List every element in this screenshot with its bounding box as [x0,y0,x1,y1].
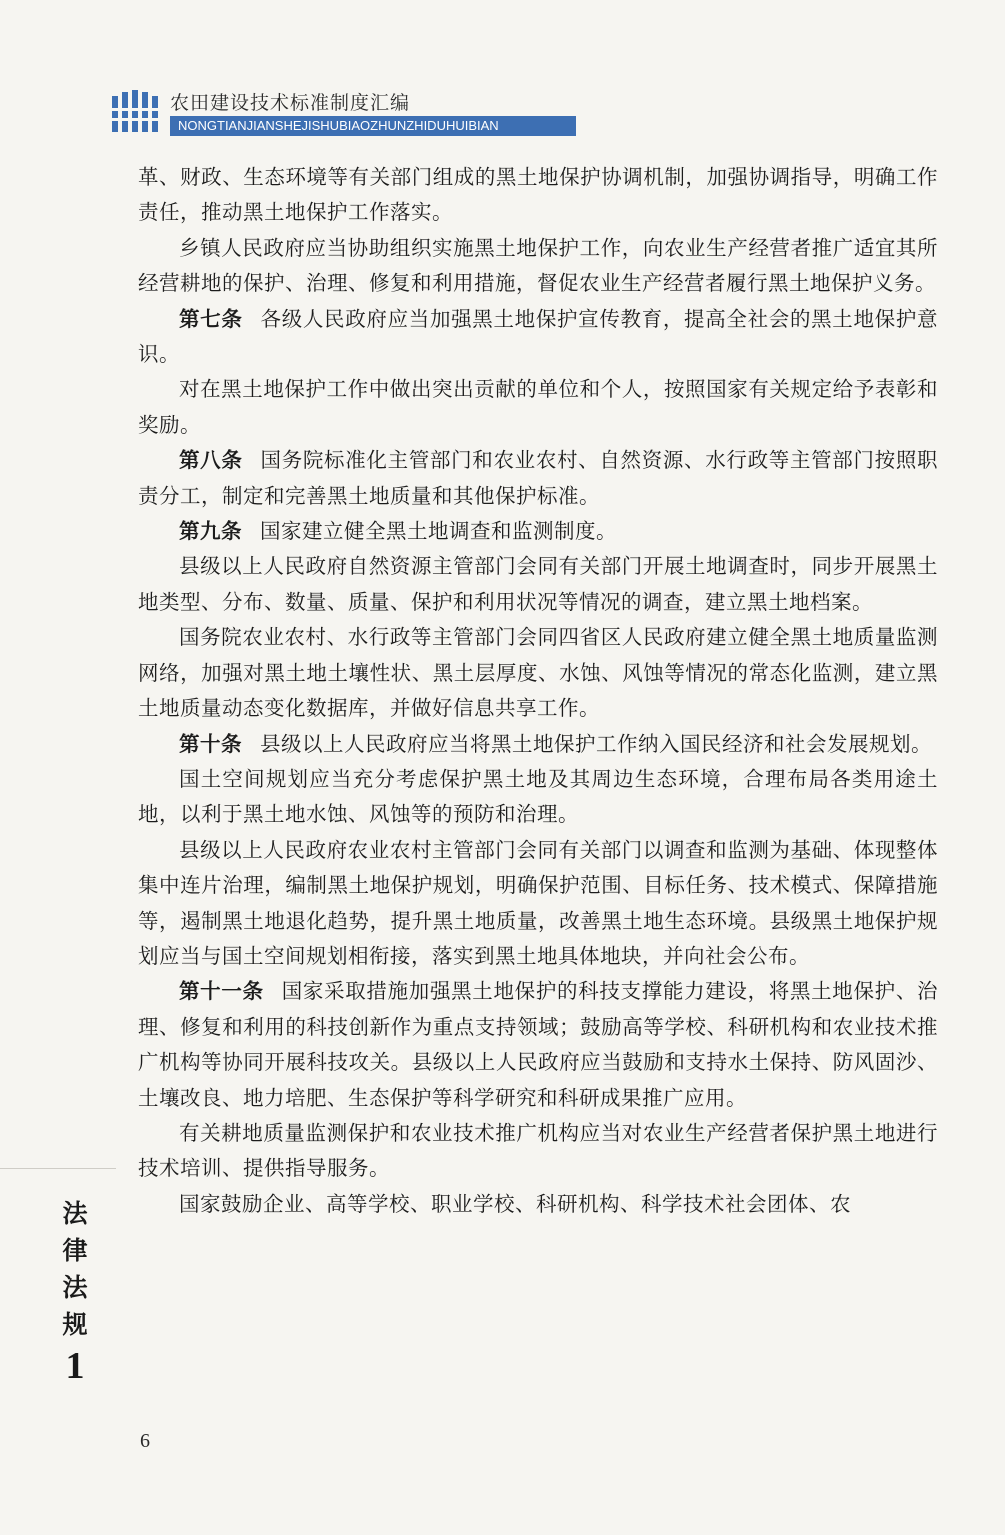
paragraph [138,160,938,231]
section-tab-char: 法 [62,1199,88,1228]
article-number: 第八条 [179,448,243,473]
paragraph-text: 国土空间规划应当充分考虑保护黑土地及其周边生态环境，合理布局各类用途土地，以利于黑土地水蚀、风蚀等的预防和治理。 [138,766,938,827]
side-divider [0,1168,116,1169]
paragraph [138,620,938,726]
paragraph-text: 对在黑土地保护工作中做出突出贡献的单位和个人，按照国家有关规定给予表彰和奖励。 [138,377,938,437]
paragraph [138,1187,938,1222]
paragraph-text: 县级以上人民政府自然资源主管部门会同有关部门开展土地调查时，同步开展黑土地类型、分布、数量、质量、保护和利用状况等情况的调查，建立黑土地档案。 [138,554,938,614]
paragraph-text: 乡镇人民政府应当协助组织实施黑土地保护工作，向农业生产经营者推广适宜其所经营耕地的保护、治理、修复和利用措施，督促农业生产经营者履行黑土地保护义务。 [138,235,938,296]
section-tab-char: 规 [62,1310,88,1339]
paragraph [138,727,938,762]
section-tab-number: 1 [65,1345,85,1387]
paragraph [138,302,938,373]
paragraph-text: 国家建立健全黑土地调查和监测制度。 [260,519,617,544]
page-number: 6 [140,1430,150,1452]
paragraph-text: 革、财政、生态环境等有关部门组成的黑土地保护协调机制，加强协调指导，明确工作责任，推动黑土地保护工作落实。 [138,165,938,225]
paragraph-text: 国家采取措施加强黑土地保护的科技支撑能力建设，将黑土地保护、治理、修复和利用的科技创新作为重点支持领域；鼓励高等学校、科研机构和农业技术推广机构等协同开展科技攻关。县级以上人民政府应当鼓励和支持水土保持、防风固沙、土壤改良、地力培肥、生态保护等科学研究和科研成果推广应用。 [138,979,939,1110]
section-tab [40,1195,110,1389]
article-number: 第九条 [179,519,242,544]
paragraph [138,762,938,833]
article-number: 第十一条 [179,979,264,1004]
paragraph [138,833,938,975]
paragraph-text: 国家鼓励企业、高等学校、职业学校、科研机构、科学技术社会团体、农 [179,1191,851,1216]
article-number: 第十条 [179,731,242,756]
running-header [110,72,510,142]
paragraph-text: 国务院农业农村、水行政等主管部门会同四省区人民政府建立健全黑土地质量监测网络，加强对黑土地土壤性状、黑土层厚度、水蚀、风蚀等情况的常态化监测，建立黑土地质量动态变化数据库，并做好信息共享工作。 [138,625,938,721]
header-title: 农田建设技术标准制度汇编 [170,92,411,114]
paragraph [138,1116,938,1187]
article-number: 第七条 [179,306,243,331]
paragraph [138,231,938,302]
section-tab-char: 律 [62,1236,88,1265]
book-logo-icon [110,90,166,136]
paragraph [138,549,938,620]
paragraph [138,514,938,549]
section-tab-char: 法 [62,1273,88,1302]
paragraph-text: 各级人民政府应当加强黑土地保护宣传教育，提高全社会的黑土地保护意识。 [138,306,938,367]
paragraph [138,372,938,443]
paragraph [138,974,938,1116]
body-text [138,160,938,1222]
header-subtitle-bar: NONGTIANJIANSHEJISHUBIAOZHUNZHIDUHUIBIAN [170,116,576,136]
paragraph [138,443,938,514]
paragraph-text: 县级以上人民政府农业农村主管部门会同有关部门以调查和监测为基础、体现整体集中连片治理，编制黑土地保护规划，明确保护范围、目标任务、技术模式、保障措施等，遏制黑土地退化趋势，提升黑土地质量，改善黑土地生态环境。县级黑土地保护规划应当与国土空间规划相衔接，落实到黑土地具体地块，并向社会公布。 [138,837,938,968]
paragraph-text: 县级以上人民政府应当将黑土地保护工作纳入国民经济和社会发展规划。 [260,731,932,756]
paragraph-text: 有关耕地质量监测保护和农业技术推广机构应当对农业生产经营者保护黑土地进行技术培训、提供指导服务。 [138,1120,938,1181]
paragraph-text: 国务院标准化主管部门和农业农村、自然资源、水行政等主管部门按照职责分工，制定和完善黑土地质量和其他保护标准。 [138,448,938,508]
